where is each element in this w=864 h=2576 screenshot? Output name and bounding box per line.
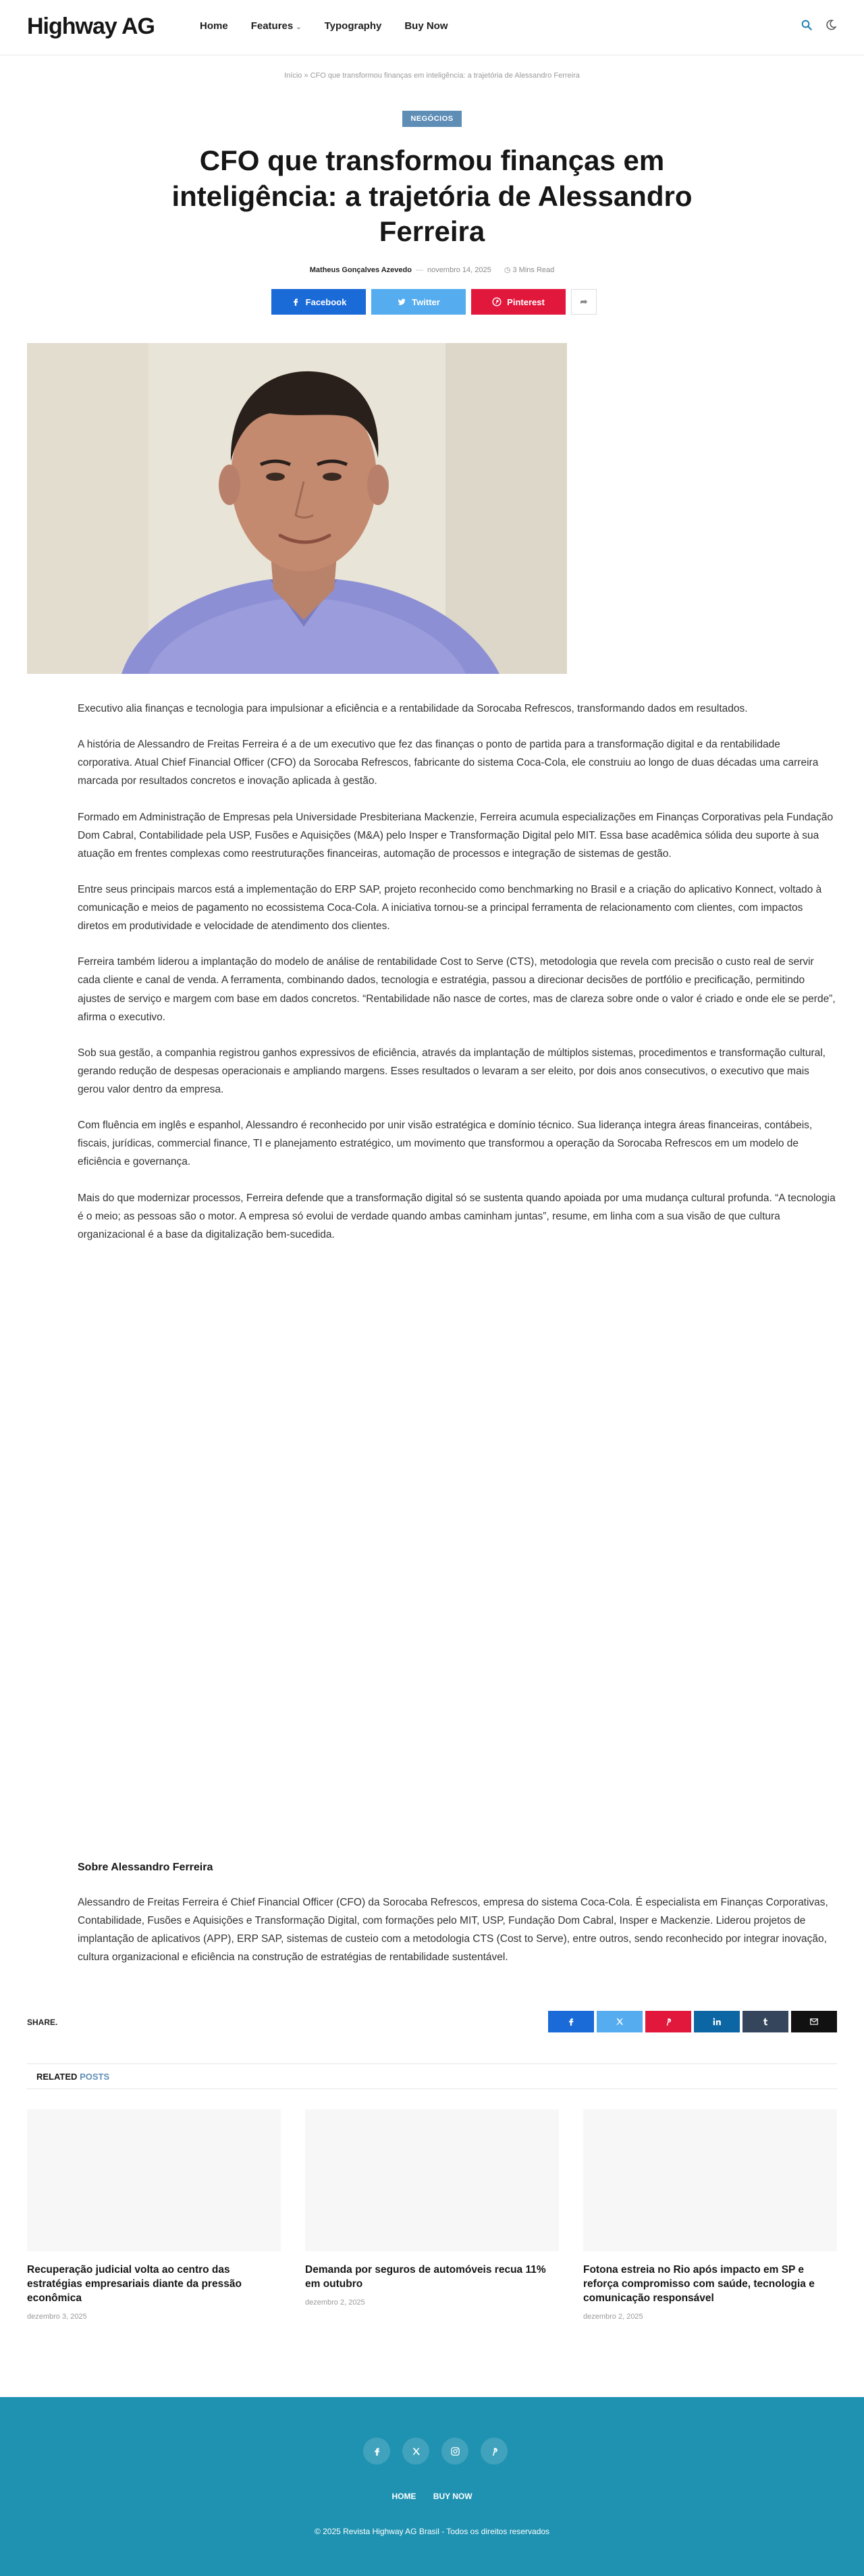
breadcrumb[interactable]: Início » CFO que transformou finanças em inteligência: a trajetória de Alessandro Ferreira (284, 72, 580, 80)
related-heading (27, 2064, 837, 2089)
related-post-date: dezembro 2, 2025 (305, 2298, 365, 2307)
footer-link-buy-now[interactable]: BUY NOW (433, 2492, 473, 2501)
share-twitter-button[interactable] (371, 289, 466, 315)
related-post-title[interactable]: Recuperação judicial volta ao centro das estratégias empresariais diante da pressão econômica (27, 2264, 242, 2304)
share-pinterest-label: Pinterest (507, 296, 545, 307)
author-name[interactable]: Matheus Gonçalves Azevedo (309, 266, 412, 274)
share-pinterest-button[interactable] (471, 289, 566, 315)
nav-home[interactable]: Home (200, 20, 228, 32)
share-bar (27, 2011, 837, 2034)
article-body (78, 700, 837, 1261)
related-post-date: dezembro 2, 2025 (583, 2312, 643, 2321)
related-post[interactable] (305, 2109, 559, 2307)
facebook-icon (291, 297, 300, 307)
instagram-icon (450, 2446, 460, 2456)
article-meta (0, 265, 864, 274)
article-paragraph: Com fluência em inglês e espanhol, Alessandro é reconhecido por unir visão estratégica e domínio técnico. Sua liderança integra áreas financeiras, contábeis, fiscais, jurídicas, commercial finance, TI e planejamento estratégico, um movimento que transformou a operação da Sorocaba Refrescos em um modelo de eficiência e governança. (78, 1120, 813, 1168)
nav-buy-now[interactable]: Buy Now (404, 20, 448, 32)
share-bar-email[interactable] (791, 2011, 837, 2032)
related-post-title[interactable]: Demanda por seguros de automóveis recua 11% em outubro (305, 2264, 546, 2290)
publish-date: novembro 14, 2025 (427, 266, 491, 274)
twitter-icon (397, 297, 406, 307)
related-post-image[interactable] (305, 2109, 559, 2251)
share-more-button[interactable] (571, 289, 597, 315)
article-title: CFO que transformou finanças em inteligência: a trajetória de Alessandro Ferreira (171, 144, 693, 247)
share-bar-facebook[interactable] (548, 2011, 594, 2032)
about-title: Sobre Alessandro Ferreira (78, 1862, 213, 1873)
share-facebook-label: Facebook (305, 296, 347, 307)
footer-link-home[interactable]: HOME (392, 2492, 416, 2501)
nav-features[interactable] (251, 20, 302, 32)
chevron-down-icon: ⌄ (296, 24, 302, 31)
search-icon[interactable] (801, 19, 813, 31)
share-label: SHARE. (27, 2018, 58, 2027)
read-time: 3 Mins Read (512, 266, 555, 274)
portrait-illustration (27, 343, 567, 674)
meta-separator: — (415, 266, 423, 274)
about-section (78, 1858, 837, 1967)
footer-x-link[interactable] (402, 2438, 429, 2465)
article-paragraph: Entre seus principais marcos está a implementação do ERP SAP, projeto reconhecido como benchmarking no Brasil e a criação do aplicativo Konnect, voltado à comunicação e meios de pagamento no ecossistema Coca-Cola. A iniciativa tornou-se a principal ferramenta de relacionamento com clientes, com impactos diretos em produtividade e velocidade de atendimento dos clientes. (78, 883, 822, 932)
article-paragraph: A história de Alessandro de Freitas Ferreira é a de um executivo que fez das finanças o ponto de partida para a transformação digital e da rentabilidade corporativa. Atual Chief Financial Officer (CFO) da Sorocaba Refrescos, fabricante do sistema Coca-Cola, ele construiu ao longo de duas décadas uma carreira marcada por resultados concretos e inovação aplicada à gestão. (78, 739, 819, 787)
dark-mode-icon[interactable] (825, 19, 837, 31)
footer-pinterest-link[interactable] (481, 2438, 508, 2465)
footer-nav (0, 2492, 864, 2501)
article-paragraph: Mais do que modernizar processos, Ferreira defende que a transformação digital só se sustenta quando apoiada por uma mudança cultural profunda. “A tecnologia é o meio; as pessoas são o motor. A empresa só evolui de verdade quando ambas caminham juntas”, resume, em linha com a sua visão de que cultura organizacional é a base da digitalização bem-sucedida. (78, 1192, 836, 1240)
footer-instagram-link[interactable] (441, 2438, 468, 2465)
facebook-icon (566, 2017, 576, 2026)
share-buttons (271, 289, 597, 315)
article-paragraph: Formado em Administração de Empresas pela Universidade Presbiteriana Mackenzie, Ferreira acumula especializações em Finanças Corporativas pela Fundação Dom Cabral, Contabilidade pela USP, Fusões e Aquisições (M&A) pelo Insper e Transformação Digital pelo MIT. Essa base acadêmica sólida deu suporte à sua atuação em frentes complexas como reestruturações financeiras, automação de processos e integração de sistemas de gestão. (78, 811, 834, 860)
related-post[interactable] (27, 2109, 281, 2321)
article-lead: Executivo alia finanças e tecnologia para impulsionar a eficiência e a rentabilidade da Sorocaba Refrescos, transformando dados em resultados. (78, 703, 748, 714)
pinterest-icon (664, 2017, 673, 2026)
share-bar-linkedin[interactable] (694, 2011, 740, 2032)
related-heading-text: RELATED POSTS (36, 2072, 110, 2082)
footer-facebook-link[interactable] (363, 2438, 390, 2465)
related-post-image[interactable] (583, 2109, 837, 2251)
about-text: Alessandro de Freitas Ferreira é Chief Financial Officer (CFO) da Sorocaba Refrescos, empresa do sistema Coca-Cola. É especialista em Finanças Corporativas, Contabilidade, Fusões e Aquisições e Transformação Digital, com formações pelo MIT, USP, Fundação Dom Cabral, Insper e Mackenzie. Liderou projetos de implantação de aplicativos (APP), ERP SAP, sistemas de custeio com a metodologia CTS (Cost to Serve), entre outros, sendo reconhecido por integrar inovação, cultura organizacional e eficiência na construção de estratégias de rentabilidade sustentável. (78, 1897, 828, 1964)
share-bar-pinterest[interactable] (645, 2011, 691, 2032)
clock-icon: ◷ (504, 266, 511, 274)
tumblr-icon (761, 2017, 770, 2026)
category-badge[interactable]: NEGÓCIOS (402, 111, 462, 127)
facebook-icon (372, 2446, 382, 2456)
site-header (0, 0, 864, 55)
related-post-date: dezembro 3, 2025 (27, 2312, 87, 2321)
article-paragraph: Ferreira também liderou a implantação do modelo de análise de rentabilidade Cost to Serve (CTS), metodologia que revela com precisão o custo real de servir cada cliente e canal de venda. A ferramenta, combinando dados, tecnologia e estratégia, passou a direcionar decisões de portfólio e precificação, permitindo ajustes de serviço e margem com base em dados concretos. “Rentabilidade não nasce de cortes, mas de clareza sobre onde o valor é criado e onde ele se perde”, afirma o executivo. (78, 956, 836, 1023)
share-bar-x[interactable] (597, 2011, 643, 2032)
pinterest-icon (492, 297, 502, 307)
pinterest-icon (489, 2446, 500, 2456)
related-post-image[interactable] (27, 2109, 281, 2251)
nav-features-label: Features (250, 20, 294, 32)
site-footer (0, 2397, 864, 2576)
x-icon (615, 2017, 624, 2026)
nav-typography[interactable]: Typography (324, 20, 382, 32)
linkedin-icon (712, 2017, 722, 2026)
x-icon (411, 2446, 421, 2456)
copyright: © 2025 Revista Highway AG Brasil - Todos os direitos reservados (314, 2527, 550, 2536)
share-bar-tumblr[interactable] (742, 2011, 788, 2032)
share-bar-icons (548, 2011, 837, 2032)
related-post-title[interactable]: Fotona estreia no Rio após impacto em SP e reforça compromisso com saúde, tecnologia e comunicação responsável (583, 2264, 815, 2304)
hero-image (27, 343, 567, 674)
footer-social (363, 2438, 508, 2465)
share-twitter-label: Twitter (412, 296, 440, 307)
main-nav (200, 20, 448, 32)
share-facebook-button[interactable] (271, 289, 366, 315)
share-arrow-icon: ➦ (580, 296, 588, 307)
article-paragraph: Sob sua gestão, a companhia registrou ganhos expressivos de eficiência, através da implantação de múltiplos sistemas, procedimentos e transformação cultural, gerando redução de despesas operacionais e ampliando margens. Esses resultados o levaram a ser eleito, por dois anos consecutivos, o executivo que mais gerou valor dentro da empresa. (78, 1047, 826, 1095)
email-icon (809, 2017, 819, 2026)
related-post[interactable] (583, 2109, 837, 2321)
header-tools (801, 19, 837, 31)
site-logo[interactable]: Highway AG (27, 14, 155, 39)
